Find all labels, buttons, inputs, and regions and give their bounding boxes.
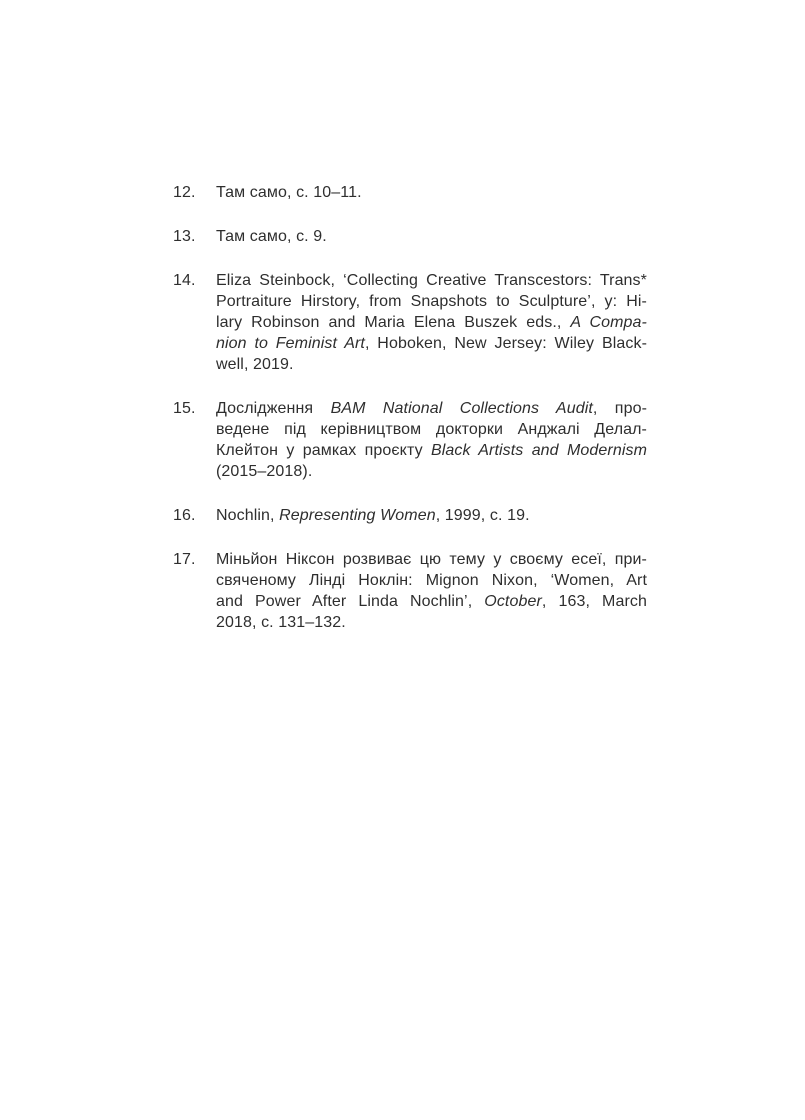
endnote-number: 12. (173, 184, 196, 201)
endnote-text (216, 182, 647, 203)
endnote-item (173, 270, 647, 375)
text-segment: , про- (592, 400, 647, 417)
endnote-line (216, 291, 647, 312)
endnote-line (216, 440, 647, 461)
endnote-line (216, 312, 647, 333)
endnote-item (173, 549, 647, 633)
text-segment: Portraiture Hirstory, from Snapshots to Sculpture’, у: Hi- (216, 293, 647, 310)
endnote-line (216, 612, 647, 633)
text-segment: well, 2019. (216, 356, 294, 373)
endnote-line (216, 505, 647, 526)
endnote-item (173, 226, 647, 247)
text-segment: Там само, с. 9. (216, 228, 327, 245)
endnote-line (216, 270, 647, 291)
text-segment: 2018, с. 131–132. (216, 614, 346, 631)
text-segment: Там само, с. 10–11. (216, 184, 362, 201)
endnote-number: 17. (173, 551, 196, 568)
text-segment: свяченому Лінді Ноклін: Mignon Nixon, ‘Women, Art (216, 572, 647, 589)
endnote-item (173, 398, 647, 482)
endnotes-list (173, 182, 647, 656)
endnote-line (216, 333, 647, 354)
text-segment: and Power After Linda Nochlin’, (216, 593, 485, 610)
text-segment: , Hoboken, New Jersey: Wiley Black- (364, 335, 647, 352)
text-segment: lary Robinson and Maria Elena Buszek eds., (216, 314, 571, 331)
text-segment: , 163, March (541, 593, 647, 610)
endnote-line (216, 182, 647, 203)
endnote-line (216, 354, 647, 375)
text-segment: Eliza Steinbock, ‘Collecting Creative Transcestors: Trans* (216, 272, 647, 289)
endnote-number: 15. (173, 400, 196, 417)
text-segment: Міньйон Ніксон розвиває цю тему у своєму есеї, при- (216, 551, 647, 568)
text-segment: (2015–2018). (216, 463, 313, 480)
italic-title-segment: BAM National Collections Audit (330, 400, 593, 417)
text-segment: , 1999, с. 19. (435, 507, 530, 524)
italic-title-segment: October (484, 593, 542, 610)
italic-title-segment: Black Artists and Modernism (430, 442, 647, 459)
endnote-text (216, 270, 647, 375)
endnote-number: 14. (173, 272, 196, 289)
endnote-text (216, 505, 647, 526)
endnote-line (216, 419, 647, 440)
endnote-number: 13. (173, 228, 196, 245)
endnote-text (216, 398, 647, 482)
endnote-item (173, 182, 647, 203)
italic-title-segment: A Compa- (570, 314, 647, 331)
text-segment: ведене під керівництвом докторки Анджалі Делал- (216, 421, 647, 438)
endnote-text (216, 549, 647, 633)
endnote-line (216, 226, 647, 247)
endnote-text (216, 226, 647, 247)
endnote-line (216, 461, 647, 482)
endnote-number: 16. (173, 507, 196, 524)
endnote-line (216, 591, 647, 612)
endnote-item (173, 505, 647, 526)
italic-title-segment: nion to Feminist Art (216, 335, 365, 352)
text-segment: Дослідження (216, 400, 331, 417)
text-segment: Клейтон у рамках проєкту (216, 442, 431, 459)
text-segment: Nochlin, (216, 507, 280, 524)
endnote-line (216, 398, 647, 419)
endnote-line (216, 549, 647, 570)
italic-title-segment: Representing Women (279, 507, 436, 524)
endnote-line (216, 570, 647, 591)
